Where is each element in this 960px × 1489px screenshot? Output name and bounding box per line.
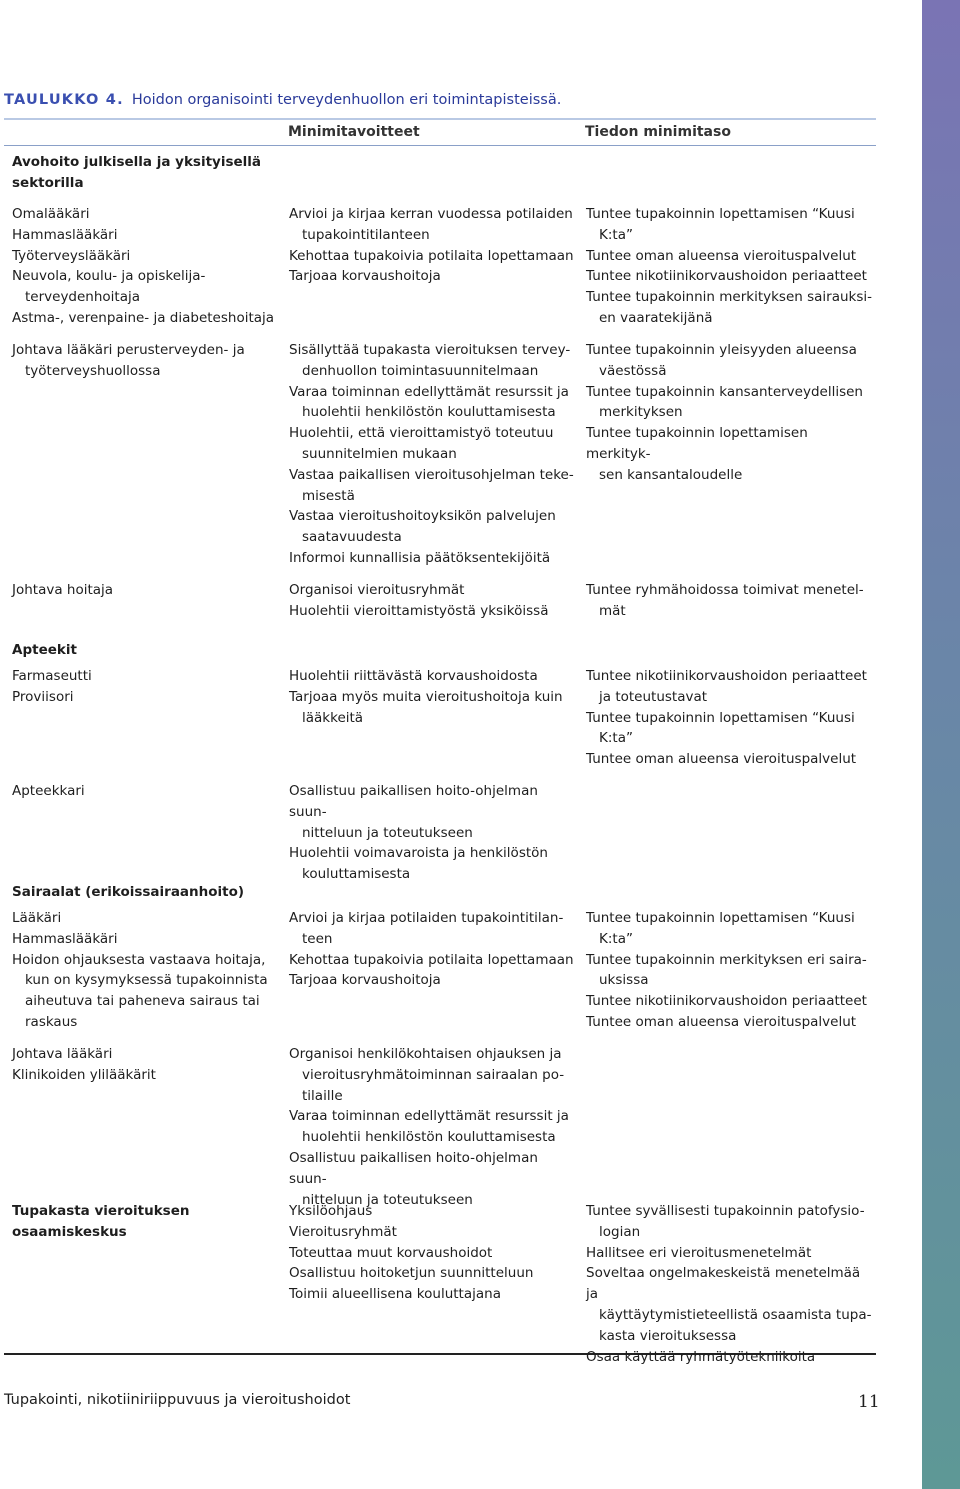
cell-text-line: K:ta” bbox=[599, 930, 633, 947]
cell-text-line: Omalääkäri bbox=[12, 206, 90, 222]
cell-text-line: Organisoi henkilökohtaisen ohjauksen ja bbox=[289, 1046, 562, 1062]
row-4-roles bbox=[12, 666, 276, 708]
cell-text-line: väestössä bbox=[599, 362, 667, 379]
cell-text-line: Johtava lääkäri bbox=[12, 1046, 113, 1062]
cell-text-line: Vieroitusryhmät bbox=[289, 1223, 397, 1240]
cell-text-line: käyttäytymistieteellistä osaamista tupa- bbox=[599, 1306, 872, 1323]
organisation-table bbox=[4, 118, 876, 1365]
cell-text-line: Osallistuu hoitoketjun suunnitteluun bbox=[289, 1265, 534, 1282]
cell-text-line: kouluttamisesta bbox=[302, 866, 411, 883]
cell-text-line: Tuntee tupakoinnin merkityksen sairauksi- bbox=[586, 289, 873, 306]
cell-text-line: Johtava hoitaja bbox=[12, 582, 114, 598]
cell-text-line: denhuollon toimintasuunnitelmaan bbox=[302, 362, 539, 379]
row-1-goals bbox=[289, 204, 579, 287]
cell-text-line: Osallistuu paikallisen hoito-ohjelman suun- bbox=[289, 1149, 538, 1187]
cell-text-line: kasta vieroituksessa bbox=[599, 1327, 737, 1344]
row-7-goals bbox=[289, 1044, 579, 1210]
row-2-roles bbox=[12, 340, 276, 382]
cell-text-line: Tuntee oman alueensa vieroituspalvelut bbox=[586, 751, 857, 768]
cell-text-line: Työterveyslääkäri bbox=[12, 247, 131, 264]
row-2-knowledge bbox=[586, 340, 876, 486]
cell-text-line: Avohoito julkisella ja yksityisellä bbox=[12, 154, 262, 170]
cell-text-line: Arvioi ja kirjaa kerran vuodessa potilaiden bbox=[289, 206, 573, 222]
row-4-knowledge bbox=[586, 666, 876, 770]
row-1-knowledge bbox=[586, 204, 876, 329]
row-1-roles bbox=[12, 204, 276, 329]
cell-text-line: Farmaseutti bbox=[12, 668, 92, 684]
cell-text-line: tupakointitilanteen bbox=[302, 226, 430, 243]
cell-text-line: Klinikoiden ylilääkärit bbox=[12, 1066, 156, 1083]
table-number: TAULUKKO 4. bbox=[4, 92, 124, 108]
row-5-roles bbox=[12, 781, 276, 802]
row-8-roles bbox=[12, 1201, 276, 1243]
cell-text-line: huolehtii henkilöstön kouluttamisesta bbox=[302, 404, 556, 421]
cell-text-line: Vastaa vieroitushoitoyksikön palvelujen bbox=[289, 508, 556, 525]
cell-text-line: Apteekkari bbox=[12, 783, 85, 799]
table-caption bbox=[4, 92, 561, 108]
cell-text-line: Tuntee tupakoinnin lopettamisen “Kuusi bbox=[586, 206, 855, 222]
cell-text-line: nitteluun ja toteutukseen bbox=[302, 1191, 473, 1208]
row-6-knowledge bbox=[586, 908, 876, 1033]
cell-text-line: Hoidon ohjauksesta vastaava hoitaja, bbox=[12, 951, 266, 968]
row-6-goals bbox=[289, 908, 579, 991]
cell-text-line: Tuntee syvällisesti tupakoinnin patofysio- bbox=[586, 1203, 865, 1219]
cell-text-line: Hammaslääkäri bbox=[12, 226, 118, 243]
cell-text-line: Huolehtii voimavaroista ja henkilöstön bbox=[289, 845, 548, 862]
cell-text-line: Tarjoaa myös muita vieroitushoitoja kuin bbox=[289, 688, 563, 705]
cell-text-line: sektorilla bbox=[12, 174, 84, 191]
cell-text-line: en vaaratekijänä bbox=[599, 309, 713, 326]
cell-text-line: Hammaslääkäri bbox=[12, 930, 118, 947]
cell-text-line: Huolehtii, että vieroittamistyö toteutuu bbox=[289, 425, 554, 442]
row-8-goals bbox=[289, 1201, 579, 1305]
cell-text-line: Kehottaa tupakoivia potilaita lopettamaan bbox=[289, 951, 574, 968]
cell-text-line: Vastaa paikallisen vieroitusohjelman teke- bbox=[289, 466, 574, 483]
cell-text-line: Toteuttaa muut korvaushoidot bbox=[289, 1244, 493, 1261]
cell-text-line: raskaus bbox=[25, 1013, 78, 1030]
cell-text-line: Yksilöohjaus bbox=[289, 1203, 373, 1219]
table-title: Hoidon organisointi terveydenhuollon eri toimintapisteissä. bbox=[131, 92, 562, 108]
cell-text-line: Soveltaa ongelmakeskeistä menetelmää ja bbox=[586, 1265, 861, 1303]
row-3-roles bbox=[12, 580, 276, 601]
page-number: 11 bbox=[858, 1392, 880, 1412]
cell-text-line: ja toteutustavat bbox=[599, 688, 708, 705]
header-minimitavoitteet: Minimitavoitteet bbox=[288, 124, 420, 140]
cell-text-line: Tarjoaa korvaushoitoja bbox=[289, 268, 441, 285]
cell-text-line: Tuntee oman alueensa vieroituspalvelut bbox=[586, 1013, 857, 1030]
cell-text-line: merkityksen bbox=[599, 404, 683, 421]
cell-text-line: Tuntee tupakoinnin merkityksen eri saira- bbox=[586, 951, 867, 968]
header-divider bbox=[4, 145, 876, 146]
cell-text-line: tilaille bbox=[302, 1087, 343, 1104]
cell-text-line: teen bbox=[302, 930, 333, 947]
cell-text-line: saatavuudesta bbox=[302, 529, 402, 546]
cell-text-line: vieroitusryhmätoiminnan sairaalan po- bbox=[302, 1066, 565, 1083]
cell-text-line: Huolehtii riittävästä korvaushoidosta bbox=[289, 668, 538, 684]
cell-text-line: misestä bbox=[302, 487, 355, 504]
cell-text-line: nitteluun ja toteutukseen bbox=[302, 824, 473, 841]
cell-text-line: työterveyshuollossa bbox=[25, 362, 161, 379]
cell-text-line: Varaa toiminnan edellyttämät resurssit ja bbox=[289, 1108, 569, 1125]
cell-text-line: Tuntee oman alueensa vieroituspalvelut bbox=[586, 247, 857, 264]
row-5-goals bbox=[289, 781, 579, 885]
cell-text-line: lääkkeitä bbox=[302, 709, 364, 726]
cell-text-line: Astma-, verenpaine- ja diabeteshoitaja bbox=[12, 309, 275, 326]
cell-text-line: Johtava lääkäri perusterveyden- ja bbox=[12, 342, 245, 358]
cell-text-line: terveydenhoitaja bbox=[25, 289, 141, 306]
cell-text-line: huolehtii henkilöstön kouluttamisesta bbox=[302, 1129, 556, 1146]
header-tiedon-minimitaso: Tiedon minimitaso bbox=[585, 124, 731, 140]
section-sairaalat: Sairaalat (erikoissairaanhoito) bbox=[12, 884, 245, 900]
cell-text-line: Sisällyttää tupakasta vieroituksen tervey- bbox=[289, 342, 571, 358]
decorative-side-band bbox=[922, 0, 960, 1489]
cell-text-line: Varaa toiminnan edellyttämät resurssit ja bbox=[289, 383, 569, 400]
cell-text-line: Tuntee tupakoinnin lopettamisen merkityk- bbox=[586, 425, 808, 462]
row-2-goals bbox=[289, 340, 579, 569]
cell-text-line: Tarjoaa korvaushoitoja bbox=[289, 972, 441, 989]
cell-text-line: Organisoi vieroitusryhmät bbox=[289, 582, 465, 598]
cell-text-line: K:ta” bbox=[599, 226, 633, 243]
cell-text-line: mät bbox=[599, 602, 626, 619]
cell-text-line: uksissa bbox=[599, 972, 649, 989]
cell-text-line: Informoi kunnallisia päätöksentekijöitä bbox=[289, 549, 551, 566]
row-3-goals bbox=[289, 580, 579, 622]
row-7-roles bbox=[12, 1044, 276, 1086]
cell-text-line: Lääkäri bbox=[12, 910, 62, 926]
cell-text-line: Osaa käyttää ryhmätyötekniikoita bbox=[586, 1348, 816, 1365]
cell-text-line: Hallitsee eri vieroitusmenetelmät bbox=[586, 1244, 812, 1261]
row-4-goals bbox=[289, 666, 579, 728]
cell-text-line: sen kansantaloudelle bbox=[599, 466, 743, 483]
cell-text-line: Tuntee nikotiinikorvaushoidon periaatteet bbox=[586, 993, 867, 1010]
cell-text-line: Tuntee nikotiinikorvaushoidon periaatteet bbox=[586, 268, 867, 285]
cell-text-line: Tuntee ryhmähoidossa toimivat menetel- bbox=[586, 582, 864, 598]
cell-text-line: suunnitelmien mukaan bbox=[302, 445, 457, 462]
cell-text-line: Kehottaa tupakoivia potilaita lopettamaan bbox=[289, 247, 574, 264]
cell-text-line: Tuntee tupakoinnin lopettamisen “Kuusi bbox=[586, 709, 855, 726]
cell-text-line: K:ta” bbox=[599, 730, 633, 747]
cell-text-line: kun on kysymyksessä tupakoinnista bbox=[25, 972, 268, 989]
row-8-knowledge bbox=[586, 1201, 876, 1367]
cell-text-line: logian bbox=[599, 1223, 641, 1240]
cell-text-line: Tuntee tupakoinnin kansanterveydellisen bbox=[586, 383, 863, 400]
row-3-knowledge bbox=[586, 580, 876, 622]
cell-text-line: Arvioi ja kirjaa potilaiden tupakointitilan- bbox=[289, 910, 564, 926]
cell-text-line: Toimii alueellisena kouluttajana bbox=[289, 1286, 501, 1303]
cell-text-line: Huolehtii vieroittamistyöstä yksiköissä bbox=[289, 602, 549, 619]
cell-text-line: Tuntee tupakoinnin lopettamisen “Kuusi bbox=[586, 910, 855, 926]
cell-text-line: Proviisori bbox=[12, 688, 74, 705]
cell-text-line: Tuntee tupakoinnin yleisyyden alueensa bbox=[586, 342, 857, 358]
running-footer-title: Tupakointi, nikotiiniriippuvuus ja vieroitushoidot bbox=[4, 1392, 351, 1408]
cell-text-line: aiheutuva tai paheneva sairaus tai bbox=[25, 993, 260, 1010]
cell-text-line: Neuvola, koulu- ja opiskelija- bbox=[12, 268, 206, 285]
cell-text-line: Osallistuu paikallisen hoito-ohjelman suun- bbox=[289, 783, 538, 820]
cell-text-line: Tuntee nikotiinikorvaushoidon periaatteet bbox=[586, 668, 867, 684]
row-6-roles bbox=[12, 908, 276, 1033]
section-avohoito bbox=[12, 152, 276, 194]
cell-text-line: Tupakasta vieroituksen osaamiskeskus bbox=[12, 1203, 190, 1240]
section-apteekit: Apteekit bbox=[12, 642, 77, 658]
